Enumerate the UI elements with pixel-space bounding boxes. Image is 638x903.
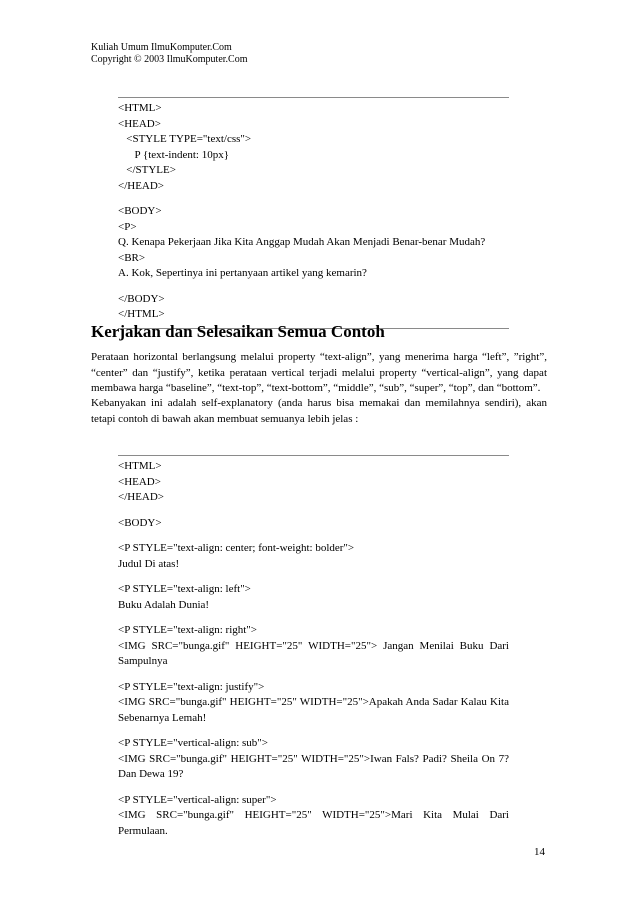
code-line: <STYLE TYPE="text/css"> bbox=[118, 133, 252, 145]
code-line: <BODY> bbox=[118, 205, 162, 217]
code-line: <P STYLE="text-align: center; font-weight: bolder"> bbox=[118, 542, 355, 554]
code-line: P {text-indent: 10px} bbox=[118, 148, 229, 161]
code-line: <IMG SRC="bunga.gif" HEIGHT="25" WIDTH="25">Mari Kita Mulai Dari Permulaan. bbox=[118, 809, 509, 837]
document-header bbox=[91, 42, 247, 66]
code-line: <P STYLE="text-align: right"> bbox=[118, 624, 258, 636]
code-example-text-indent bbox=[118, 97, 509, 329]
code-line: <P STYLE="text-align: justify"> bbox=[118, 680, 265, 693]
code-line: A. Kok, Sepertinya ini pertanyaan artikel yang kemarin? bbox=[118, 267, 367, 279]
code-line: <IMG SRC="bunga.gif" HEIGHT="25" WIDTH="25">Apakah Anda Sadar Kalau Kita Sebenarnya Lemah! bbox=[118, 696, 509, 724]
page-number: 14 bbox=[534, 846, 545, 858]
code-line: </STYLE> bbox=[118, 164, 176, 176]
code-line: <BODY> bbox=[118, 516, 162, 529]
code-line: Q. Kenapa Pekerjaan Jika Kita Anggap Mudah Akan Menjadi Benar-benar Mudah? bbox=[118, 236, 486, 248]
code-line: </HTML> bbox=[118, 308, 165, 320]
code-line: Buku Adalah Dunia! bbox=[118, 598, 210, 611]
code-line: </HEAD> bbox=[118, 179, 165, 192]
code-line: <P STYLE="text-align: left"> bbox=[118, 583, 251, 595]
code-line: <P STYLE="vertical-align: sub"> bbox=[118, 737, 268, 749]
code-line: </HEAD> bbox=[118, 491, 165, 503]
code-line: <HTML> bbox=[118, 102, 162, 114]
code-line: Judul Di atas! bbox=[118, 557, 180, 570]
section-heading: Kerjakan dan Selesaikan Semua Contoh bbox=[91, 322, 385, 341]
code-line: <IMG SRC="bunga.gif" HEIGHT="25" WIDTH="25"> Jangan Menilai Buku Dari Sampulnya bbox=[118, 639, 509, 667]
code-line: </BODY> bbox=[118, 292, 165, 305]
header-course-title: Kuliah Umum IlmuKomputer.Com bbox=[91, 42, 232, 53]
code-line: <HEAD> bbox=[118, 117, 161, 130]
paragraph-explanation: Kebanyakan ini adalah self-explanatory (anda harus bisa memakai dan memilahnya sendiri), akan tetapi contoh di bawah akan membuat semuanya lebih jelas : bbox=[91, 397, 547, 425]
code-example-alignment bbox=[118, 455, 509, 839]
code-line: <P> bbox=[118, 220, 137, 233]
code-line: <BR> bbox=[118, 251, 146, 264]
code-line: <HTML> bbox=[118, 460, 162, 472]
code-line: <P STYLE="vertical-align: super"> bbox=[118, 793, 277, 806]
code-line: <IMG SRC="bunga.gif" HEIGHT="25" WIDTH="25">Iwan Fals? Padi? Sheila On 7? Dan Dewa 19? bbox=[118, 752, 509, 780]
paragraph-alignment: Perataan horizontal berlangsung melalui property “text-align”, yang menerima harga “left”, ”right”, “center” dan “justify”, ketika perataan vertical terjadi melalui property “vertical-align”, yang dapat membawa harga “baseline”, “text-top”, “text-bottom”, “middle”, “sub”, “super”, “top”, dan “bottom”. bbox=[91, 351, 547, 394]
code-line: <HEAD> bbox=[118, 475, 161, 488]
header-copyright: Copyright © 2003 IlmuKomputer.Com bbox=[91, 54, 248, 65]
